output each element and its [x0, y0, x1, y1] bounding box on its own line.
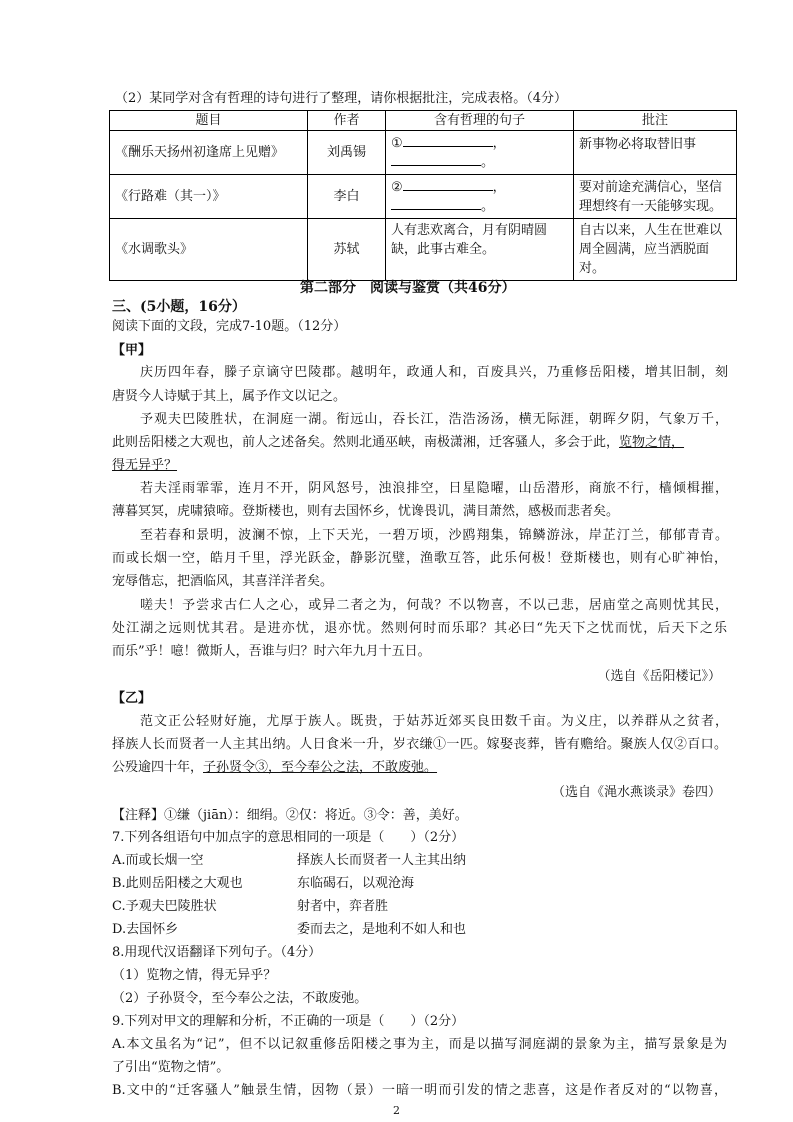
jia-line: 而或长烟一空，皓月千里，浮光跃金，静影沉璧，渔歌互答，此乐何极！登斯楼也，则有心旷神怡， [112, 551, 727, 566]
header-title: 题目 [110, 111, 308, 131]
cell-sentence [386, 131, 574, 175]
jia-text: 此则岳阳楼之大观也，前人之述备矣。然则北通巫峡，南极潇湘，迁客骚人，多会于此， [112, 435, 620, 450]
annotation: 【注释】①缣（jiān）：细绢。②仅：将近。③令：善，美好。 [112, 808, 468, 823]
underlined-sentence: 览物之情， [619, 435, 685, 450]
answer-blank[interactable] [391, 153, 481, 166]
q8-stem: 8.用现代汉语翻译下列句子。（4分） [112, 945, 322, 960]
q9-option-b[interactable]: B.文中的“迁客骚人”触景生情，因物（景）一暗一明而引发的情之悲喜，这是作者反对的“以物喜， [112, 1083, 727, 1098]
q9-stem: 9.下列对甲文的理解和分析，不正确的一项是（ ）（2分） [112, 1014, 465, 1029]
poetry-table [109, 110, 737, 281]
page-number: 2 [393, 1104, 400, 1117]
q7-option-c-pair: 射者中，弈者胜 [297, 899, 389, 914]
table-header-row [110, 111, 737, 131]
cell-title: 《酬乐天扬州初逢席上见赠》 [110, 131, 308, 175]
jia-line: 嗟夫！予尝求古仁人之心，或异二者之为，何哉？不以物喜，不以己悲，居庙堂之高则忧其民， [140, 598, 728, 613]
yi-line [112, 759, 437, 777]
q7-option-a-pair: 择族人长而贤者一人主其出纳 [297, 853, 467, 868]
jia-line: 至若春和景明，波澜不惊，上下天光，一碧万顷，沙鸥翔集，锦鳞游泳，岸芷汀兰，郁郁青青。 [140, 528, 728, 543]
yi-text: 公殁逾四十年， [112, 760, 204, 775]
table-row [110, 131, 737, 175]
cell-sentence [386, 175, 574, 219]
jia-line: 处江湖之远则忧其君。是进亦忧，退亦忧。然则何时而乐耶？其必曰“先天下之忧而忧，后天下之乐 [112, 621, 727, 636]
answer-blank[interactable] [403, 178, 493, 191]
cell-author: 苏轼 [308, 219, 386, 281]
jia-line: 庆历四年春，滕子京谪守巴陵郡。越明年，政通人和，百废具兴，乃重修岳阳楼，增其旧制，刻 [140, 365, 728, 380]
answer-blank[interactable] [391, 197, 481, 210]
option-left: C.予观夫巴陵胜状 [112, 899, 217, 914]
table-row [110, 219, 737, 281]
underlined-sentence: 子孙贤令③，至今奉公之法，不敢废弛。 [203, 760, 438, 775]
jia-line: 若夫淫雨霏霏，连月不开，阴风怒号，浊浪排空，日星隐曜，山岳潜形，商旅不行，樯倾楫摧， [140, 481, 728, 496]
yi-line: 范文正公轻财好施，尤厚于族人。既贵，于姑苏近郊买良田数千亩。为义庄，以养群从之贫者， [140, 714, 728, 729]
q7-option-d[interactable] [112, 921, 178, 939]
cell-author: 刘禹锡 [308, 131, 386, 175]
header-note: 批注 [574, 111, 737, 131]
blank-comma: ， [492, 179, 506, 195]
jia-line: 宠辱偕忘，把酒临风，其喜洋洋者矣。 [112, 574, 334, 589]
blank-marker: ① [391, 135, 403, 151]
jia-line [112, 434, 684, 452]
blank-period: 。 [481, 154, 495, 170]
q7-option-a[interactable] [112, 852, 204, 870]
q7-option-d-pair: 委而去之，是地利不如人和也 [297, 922, 467, 937]
blank-marker: ② [391, 179, 403, 195]
cell-note: 要对前途充满信心，坚信理想终有一天能够实现。 [574, 175, 737, 219]
option-left: D.去国怀乡 [112, 922, 179, 937]
option-left: A.而或长烟一空 [112, 853, 204, 868]
jia-label: 【甲】 [112, 343, 152, 358]
jia-line: 而乐”乎！噫！微斯人，吾谁与归？时六年九月十五日。 [112, 644, 431, 659]
cell-note: 新事物必将取替旧事 [574, 131, 737, 175]
table-row [110, 175, 737, 219]
cell-title: 《水调歌头》 [110, 219, 308, 281]
blank-period: 。 [481, 198, 495, 214]
q8-sentence-1: （1）览物之情，得无异乎？ [112, 968, 277, 983]
cell-note: 自古以来，人生在世难以周全圆满，应当洒脱面对。 [574, 219, 737, 281]
cell-sentence: 人有悲欢离合，月有阴晴圆缺，此事古难全。 [386, 219, 574, 281]
part2-title: 第二部分 阅读与鉴赏（共46分） [300, 280, 516, 296]
cell-title: 《行路难（其一）》 [110, 175, 308, 219]
section3-title: 三、(5小题，16分） [112, 299, 246, 315]
jia-line: 予观夫巴陵胜状，在洞庭一湖。衔远山，吞长江，浩浩汤汤，横无际涯，朝晖夕阴，气象万千， [140, 412, 728, 427]
q8-sentence-2: （2）子孙贤令，至今奉公之法，不敢废弛。 [112, 991, 368, 1006]
reading-intro: 阅读下面的文段，完成7-10题。（12分） [112, 319, 347, 334]
jia-source: （选自《岳阳楼记》） [597, 669, 721, 684]
answer-blank[interactable] [403, 134, 493, 147]
header-sentence: 含有哲理的句子 [386, 111, 574, 131]
q9-option-a[interactable]: A.本文虽名为“记”，但不以记叙重修岳阳楼之事为主，而是以描写洞庭湖的景象为主，描写景象是为 [112, 1037, 727, 1052]
yi-label: 【乙】 [112, 691, 152, 706]
q7-option-c[interactable] [112, 898, 217, 916]
jia-line: 唐贤今人诗赋于其上，属予作文以记之。 [112, 389, 347, 404]
yi-source: （选自《渑水燕谈录》卷四） [551, 785, 721, 800]
jia-line: 薄暮冥冥，虎啸猿啼。登斯楼也，则有去国怀乡，忧谗畏讥，满目萧然，感极而悲者矣。 [112, 504, 620, 519]
q7-option-b-pair: 东临碣石，以观沧海 [297, 876, 415, 891]
option-left: B.此则岳阳楼之大观也 [112, 876, 243, 891]
q7-stem: 7.下列各组语句中加点字的意思相同的一项是（ ）（2分） [112, 830, 465, 845]
q7-option-b[interactable] [112, 875, 243, 893]
underlined-sentence: 得无异乎？ [112, 458, 178, 473]
yi-line: 择族人长而贤者一人主其出纳。人日食米一升，岁衣缣①一匹。嫁娶丧葬，皆有赡给。聚族人仅②百口。 [112, 737, 727, 752]
q2-intro: （2）某同学对含有哲理的诗句进行了整理，请你根据批注，完成表格。（4分） [115, 91, 568, 106]
blank-comma: ， [492, 135, 506, 151]
q9-option-a-cont: 了引出“览物之情”。 [112, 1060, 230, 1075]
header-author: 作者 [308, 111, 386, 131]
cell-author: 李白 [308, 175, 386, 219]
